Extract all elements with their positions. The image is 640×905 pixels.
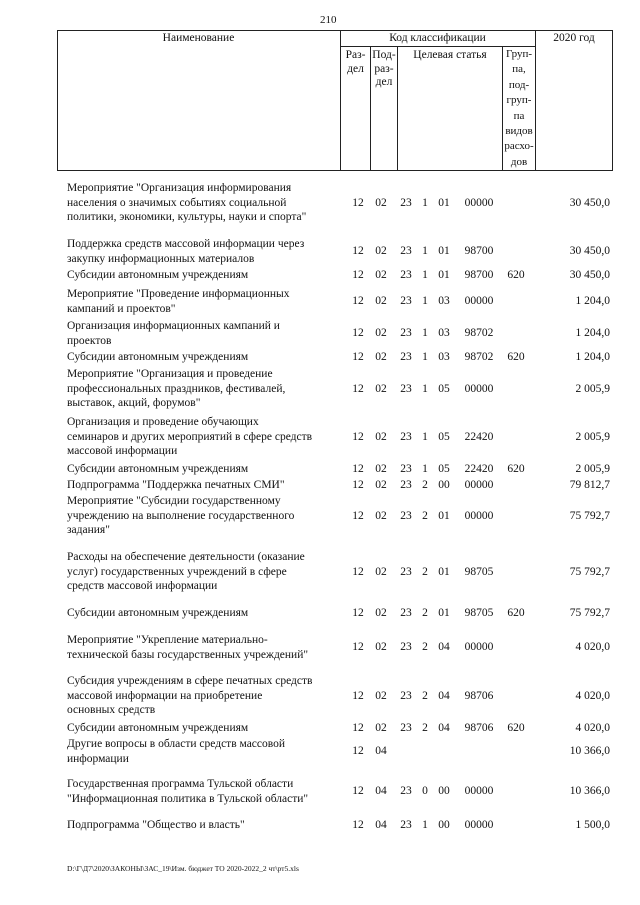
code-pr: 04 <box>375 819 387 831</box>
row-name: Субсидии автономным учреждениям <box>67 722 249 734</box>
code-rz: 12 <box>352 269 364 281</box>
code-c4: 00000 <box>464 382 494 395</box>
code-c2: 1 <box>422 463 428 475</box>
code-c2: 1 <box>422 196 428 209</box>
code-c4: 00000 <box>464 641 494 654</box>
code-c4: 22420 <box>464 430 494 443</box>
code-c4: 00000 <box>464 509 494 522</box>
file-path-footer: D:\Г\Д7\2020\ЗАКОНЫ\ЗАС_19\Изм. бюджет ТО 2020-2022_2 чт\рт5.xls <box>67 864 299 873</box>
code-pr: 02 <box>375 327 387 340</box>
code-vr: 620 <box>507 463 525 475</box>
amount-2020: 1 500,0 <box>575 819 610 831</box>
code-c3: 01 <box>438 269 450 281</box>
code-c2: 1 <box>422 430 428 443</box>
code-pr: 02 <box>375 479 387 491</box>
code-pr: 02 <box>375 641 387 654</box>
code-c2: 1 <box>422 295 428 308</box>
code-rz: 12 <box>352 689 364 702</box>
code-c3: 03 <box>438 327 450 340</box>
code-c2: 2 <box>422 509 428 522</box>
code-pr: 02 <box>375 196 387 209</box>
code-c4: 00000 <box>464 295 494 308</box>
code-c1: 23 <box>400 351 412 363</box>
amount-2020: 30 450,0 <box>569 269 610 281</box>
code-c2: 1 <box>422 351 428 363</box>
amount-2020: 30 450,0 <box>569 245 610 258</box>
row-name: Подпрограмма "Поддержка печатных СМИ" <box>67 479 285 491</box>
code-c4: 98702 <box>464 327 494 340</box>
code-rz: 12 <box>352 509 364 522</box>
code-c1: 23 <box>400 819 412 831</box>
code-c3: 03 <box>438 295 450 308</box>
code-pr: 02 <box>375 295 387 308</box>
header-name: Наименование <box>162 32 235 44</box>
code-c2: 2 <box>422 641 428 654</box>
code-rz: 12 <box>352 382 364 395</box>
code-c4: 98700 <box>464 269 494 281</box>
code-c1: 23 <box>400 641 412 654</box>
code-rz: 12 <box>352 430 364 443</box>
code-c1: 23 <box>400 689 412 702</box>
code-vr: 620 <box>507 269 525 281</box>
code-c1: 23 <box>400 327 412 340</box>
row-name: Мероприятие "Субсидии государственному учреждению на выполнение государственного задания" <box>67 495 295 536</box>
code-rz: 12 <box>352 463 364 475</box>
code-pr: 02 <box>375 509 387 522</box>
amount-2020: 4 020,0 <box>575 641 610 654</box>
row-name: Субсидии автономным учреждениям <box>67 351 249 363</box>
code-pr: 02 <box>375 269 387 281</box>
amount-2020: 1 204,0 <box>575 351 610 363</box>
code-c2: 2 <box>422 565 428 578</box>
code-c4: 00000 <box>464 196 494 209</box>
row-name: Мероприятие "Укрепление материально- технической базы государственных учреждений" <box>67 634 309 661</box>
code-c4: 98700 <box>464 245 494 258</box>
code-pr: 02 <box>375 607 387 619</box>
header-podrazdel: Под- раз- дел <box>372 49 396 88</box>
code-c2: 2 <box>422 479 428 491</box>
code-rz: 12 <box>352 745 364 758</box>
code-c1: 23 <box>400 722 412 734</box>
code-pr: 02 <box>375 689 387 702</box>
code-c4: 00000 <box>464 785 494 798</box>
code-c4: 22420 <box>464 463 494 475</box>
header-razdel: Раз- дел <box>345 49 366 75</box>
code-c3: 04 <box>438 722 450 734</box>
header-target: Целевая статья <box>413 49 487 61</box>
row-name: Организация и проведение обучающих семинаров и других мероприятий в сфере средств массовой информации <box>67 416 313 457</box>
code-rz: 12 <box>352 565 364 578</box>
code-pr: 02 <box>375 245 387 258</box>
amount-2020: 75 792,7 <box>569 607 610 619</box>
code-c1: 23 <box>400 295 412 308</box>
header-classification: Код классификации <box>389 32 486 44</box>
amount-2020: 1 204,0 <box>575 295 610 308</box>
code-vr: 620 <box>507 351 525 363</box>
code-c1: 23 <box>400 785 412 798</box>
code-pr: 02 <box>375 382 387 395</box>
code-c4: 98702 <box>464 351 494 363</box>
table-header <box>57 30 613 171</box>
row-name: Расходы на обеспечение деятельности (оказание услуг) государственных учреждений в сфере средств массовой информации <box>67 551 305 592</box>
row-name: Субсидии автономным учреждениям <box>67 463 249 475</box>
code-c3: 05 <box>438 430 450 443</box>
code-c2: 0 <box>422 785 428 798</box>
code-c1: 23 <box>400 382 412 395</box>
code-rz: 12 <box>352 479 364 491</box>
amount-2020: 4 020,0 <box>575 722 610 734</box>
code-rz: 12 <box>352 245 364 258</box>
amount-2020: 1 204,0 <box>575 327 610 340</box>
code-c3: 01 <box>438 565 450 578</box>
code-c4: 98705 <box>464 607 494 619</box>
page-number: 210 <box>320 14 337 26</box>
row-name: Мероприятие "Организация информирования населения о значимых событиях социальной политики, экономики, культуры, науки и спорта" <box>67 182 307 223</box>
code-c3: 01 <box>438 245 450 258</box>
code-pr: 04 <box>375 745 387 758</box>
code-c3: 05 <box>438 382 450 395</box>
row-name: Мероприятие "Организация и проведение профессиональных праздников, фестивалей, выставок, акций, форумов" <box>67 368 286 409</box>
code-c2: 2 <box>422 722 428 734</box>
code-c1: 23 <box>400 607 412 619</box>
code-pr: 02 <box>375 351 387 363</box>
row-name: Другие вопросы в области средств массовой информации <box>67 738 286 765</box>
code-rz: 12 <box>352 295 364 308</box>
code-vr: 620 <box>507 722 525 734</box>
row-name: Подпрограмма "Общество и власть" <box>67 819 245 831</box>
code-c3: 00 <box>438 785 450 798</box>
row-name: Мероприятие "Проведение информационных кампаний и проектов" <box>67 288 290 315</box>
code-c4: 98705 <box>464 565 494 578</box>
amount-2020: 10 366,0 <box>569 745 610 758</box>
code-c2: 1 <box>422 382 428 395</box>
code-pr: 02 <box>375 565 387 578</box>
code-pr: 02 <box>375 463 387 475</box>
code-c2: 2 <box>422 689 428 702</box>
code-c1: 23 <box>400 565 412 578</box>
code-c4: 98706 <box>464 722 494 734</box>
code-pr: 04 <box>375 785 387 798</box>
amount-2020: 2 005,9 <box>575 430 610 443</box>
code-rz: 12 <box>352 351 364 363</box>
amount-2020: 30 450,0 <box>569 196 610 209</box>
code-c1: 23 <box>400 479 412 491</box>
code-c2: 1 <box>422 245 428 258</box>
code-c2: 1 <box>422 819 428 831</box>
code-c3: 05 <box>438 463 450 475</box>
amount-2020: 10 366,0 <box>569 785 610 798</box>
row-name: Государственная программа Тульской области "Информационная политика в Тульской области" <box>67 778 309 805</box>
code-c1: 23 <box>400 463 412 475</box>
code-c3: 04 <box>438 689 450 702</box>
code-rz: 12 <box>352 785 364 798</box>
code-c3: 00 <box>438 819 450 831</box>
code-c2: 1 <box>422 327 428 340</box>
code-c1: 23 <box>400 430 412 443</box>
code-c3: 01 <box>438 607 450 619</box>
code-c2: 2 <box>422 607 428 619</box>
code-rz: 12 <box>352 196 364 209</box>
code-c1: 23 <box>400 196 412 209</box>
code-rz: 12 <box>352 722 364 734</box>
row-name: Поддержка средств массовой информации через закупку информационных материалов <box>67 238 305 265</box>
code-pr: 02 <box>375 430 387 443</box>
code-pr: 02 <box>375 722 387 734</box>
code-c3: 03 <box>438 351 450 363</box>
amount-2020: 75 792,7 <box>569 565 610 578</box>
code-c3: 01 <box>438 509 450 522</box>
code-c3: 04 <box>438 641 450 654</box>
code-rz: 12 <box>352 641 364 654</box>
row-name: Субсидия учреждениям в сфере печатных средств массовой информации на приобретение основных средств <box>67 675 313 716</box>
amount-2020: 4 020,0 <box>575 689 610 702</box>
code-c1: 23 <box>400 509 412 522</box>
amount-2020: 2 005,9 <box>575 382 610 395</box>
row-name: Субсидии автономным учреждениям <box>67 269 249 281</box>
code-c1: 23 <box>400 269 412 281</box>
amount-2020: 75 792,7 <box>569 509 610 522</box>
code-c4: 00000 <box>464 479 494 491</box>
amount-2020: 2 005,9 <box>575 463 610 475</box>
code-c1: 23 <box>400 245 412 258</box>
code-rz: 12 <box>352 327 364 340</box>
code-rz: 12 <box>352 607 364 619</box>
header-group: Груп- па, под- груп- па видов расхо- дов <box>504 48 534 168</box>
amount-2020: 79 812,7 <box>569 479 610 491</box>
code-vr: 620 <box>507 607 525 619</box>
row-name: Организация информационных кампаний и проектов <box>67 320 280 347</box>
code-c4: 00000 <box>464 819 494 831</box>
code-rz: 12 <box>352 819 364 831</box>
code-c3: 00 <box>438 479 450 491</box>
row-name: Субсидии автономным учреждениям <box>67 607 249 619</box>
code-c4: 98706 <box>464 689 494 702</box>
code-c3: 01 <box>438 196 450 209</box>
header-year: 2020 год <box>553 32 595 44</box>
code-c2: 1 <box>422 269 428 281</box>
